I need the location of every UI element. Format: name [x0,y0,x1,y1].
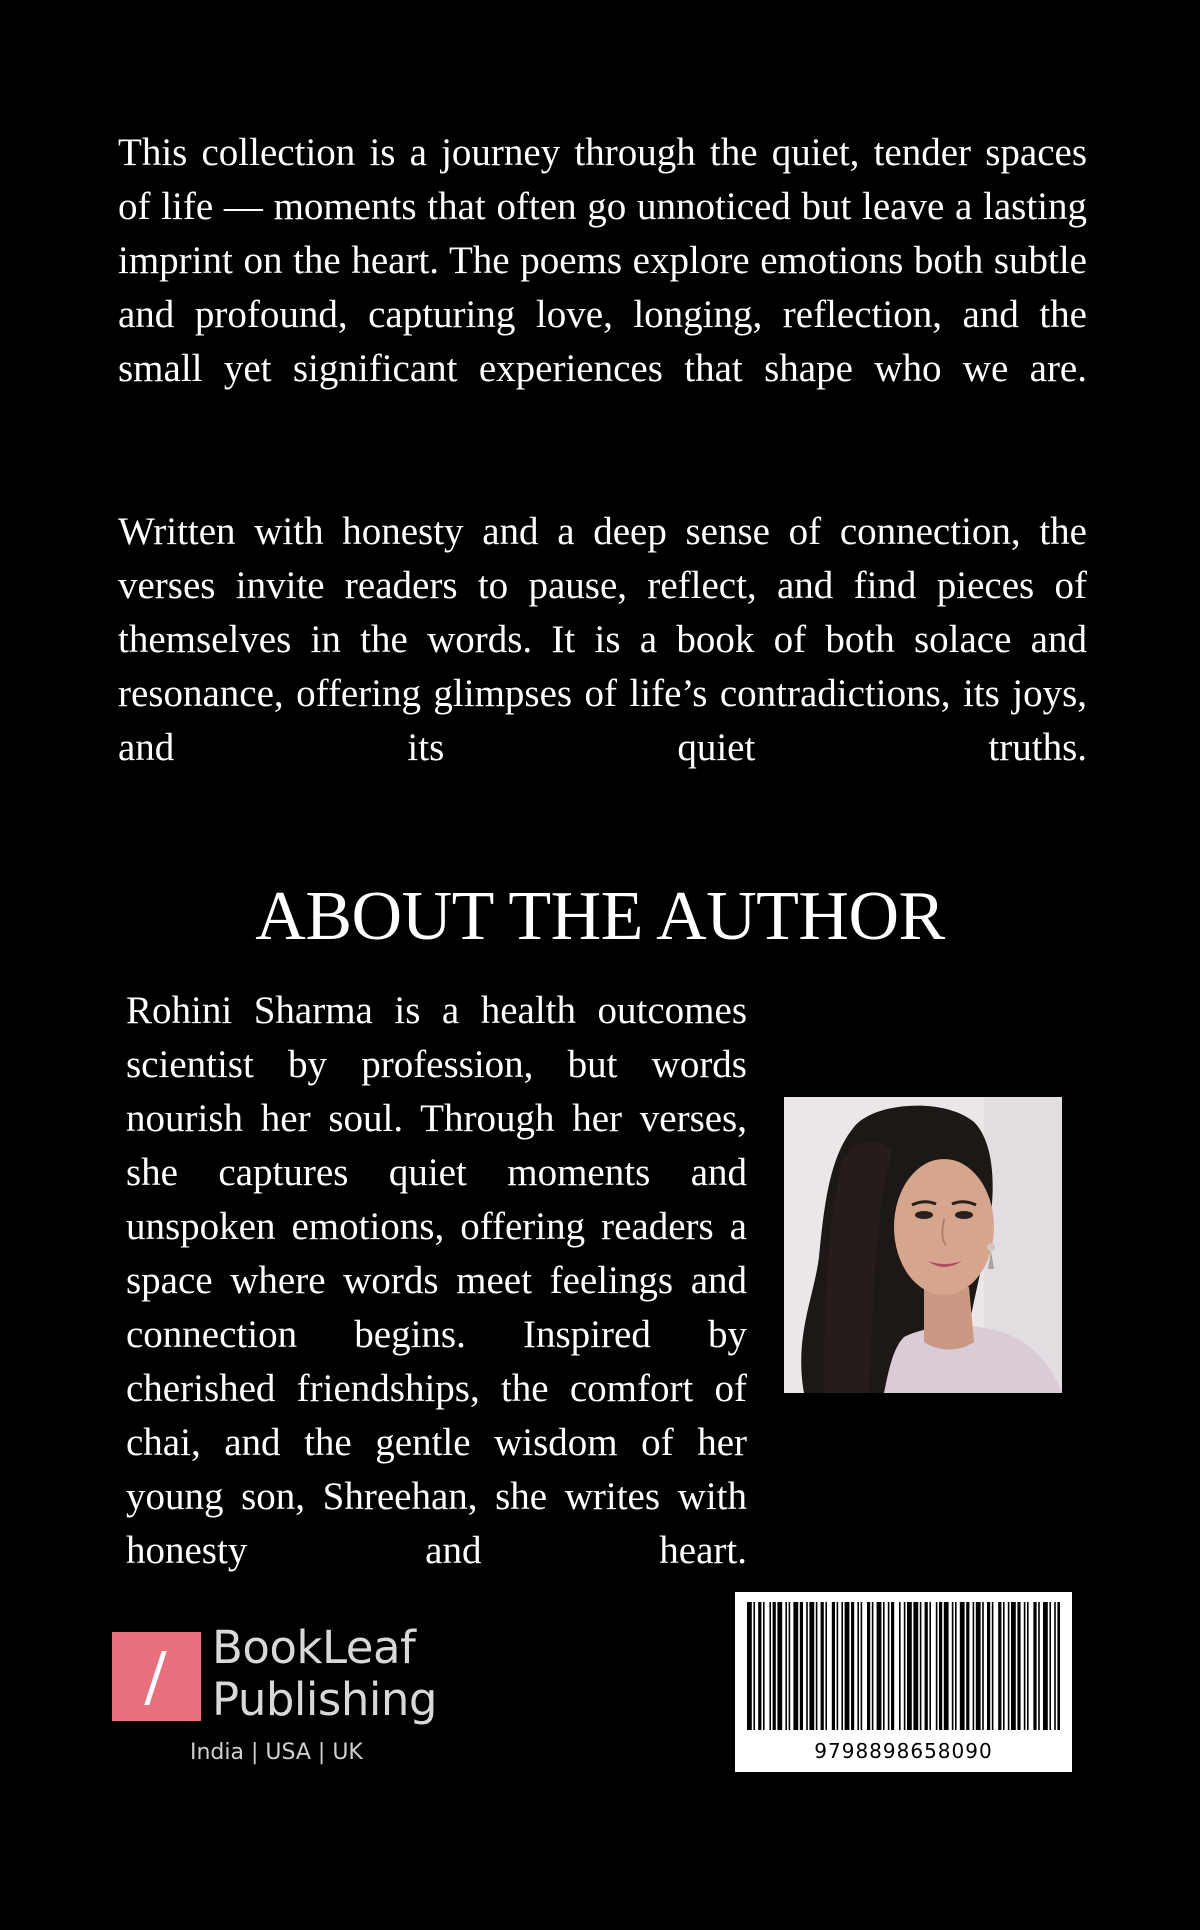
barcode-bar [753,1602,755,1730]
barcode-bar [925,1602,928,1730]
barcode-bar [777,1602,782,1730]
barcode-bar [992,1602,994,1730]
barcode-bar [976,1602,981,1730]
isbn-barcode [735,1592,1072,1772]
barcode-bar [936,1602,938,1730]
publisher-name-line1: BookLeaf [212,1621,416,1674]
barcode-bar [1003,1602,1005,1730]
barcode-bar [1038,1602,1040,1730]
blurb-paragraph-2: Written with honesty and a deep sense of connection, the verses invite readers to pause, reflect, and find pieces of themselves in the words. It is a book of both solace and resonance, offering glimpses of life’s contradictions, its joys, and its quiet truths. [118,510,1087,769]
barcode-bar [793,1602,798,1730]
publisher-name [212,1622,437,1726]
barcode-bar [809,1602,814,1730]
barcode-bar [1017,1602,1020,1730]
barcode-bar [789,1602,791,1730]
barcode-bar [816,1602,818,1730]
publisher-logo-mark [112,1632,201,1721]
barcode-bar [1043,1602,1048,1730]
barcode-bar [800,1602,803,1730]
barcode-bar [877,1602,882,1730]
barcode-bar [907,1602,912,1730]
barcode-bar [867,1602,870,1730]
barcode-bar [966,1602,969,1730]
barcode-bar [929,1602,931,1730]
author-photo [784,1097,1062,1393]
barcode-bar [920,1602,922,1730]
barcode-bar [851,1602,854,1730]
barcode-bar [913,1602,918,1730]
barcode-bar [845,1602,850,1730]
barcode-bar [1057,1602,1060,1730]
blurb-paragraph-1: This collection is a journey through the quiet, tender spaces of life — moments that often go unnoticed but leave a lasting imprint on the heart. The poems explore emotions both subtle and profound, capturing love, longing, reflection, and the small yet significant experiences that shape who we are. [118,131,1087,390]
barcode-bar [973,1602,975,1730]
barcode-bar [1054,1602,1056,1730]
about-author-heading: ABOUT THE AUTHOR [255,878,945,955]
barcode-bar [998,1602,1001,1730]
barcode-bar [1027,1602,1029,1730]
author-bio: Rohini Sharma is a health outcomes scientist by profession, but words nourish her soul. Through her verses, she captures quiet moments and unspoken emotions, offering readers a space where words meet feelings and connection begins. Inspired by cherished friendships, the comfort of chai, and the gentle wisdom of her young son, Shreehan, she writes with honesty and heart. [126,989,747,1572]
publisher-regions: India | USA | UK [190,1740,363,1765]
barcode-bar [944,1602,949,1730]
barcode-bar [899,1602,901,1730]
slash-icon [144,1651,167,1705]
isbn-number: 9798898658090 [814,1739,993,1763]
barcode-bar [773,1602,776,1730]
barcode-bar [955,1602,957,1730]
barcode-bar [763,1602,765,1730]
barcode-bar [904,1602,906,1730]
barcode-bar [939,1602,942,1730]
barcode-bar [883,1602,885,1730]
barcode-bar [747,1602,752,1730]
barcode-bar [872,1602,874,1730]
barcode-bar [960,1602,965,1730]
barcode-bar [837,1602,839,1730]
barcode-bar [952,1602,954,1730]
publisher-name-line2: Publishing [212,1673,437,1726]
barcode-bar [982,1602,984,1730]
barcode-bar [825,1602,827,1730]
barcode-bar [1033,1602,1036,1730]
barcode-bar [891,1602,894,1730]
barcode-bar [785,1602,787,1730]
barcode-bar [806,1602,808,1730]
barcode-bar [987,1602,990,1730]
barcode-bar [1049,1602,1051,1730]
publisher-logo [112,1621,442,1768]
barcode-bar [758,1602,761,1730]
barcode-bar [832,1602,835,1730]
barcode-bar [1011,1602,1016,1730]
barcode-bar [861,1602,863,1730]
barcode-bar [857,1602,859,1730]
barcode-bar [888,1602,890,1730]
barcode-bar [1024,1602,1026,1730]
barcode-bar [769,1602,771,1730]
barcode-bar [821,1602,824,1730]
barcode-bar [1008,1602,1010,1730]
barcode-bar [841,1602,843,1730]
